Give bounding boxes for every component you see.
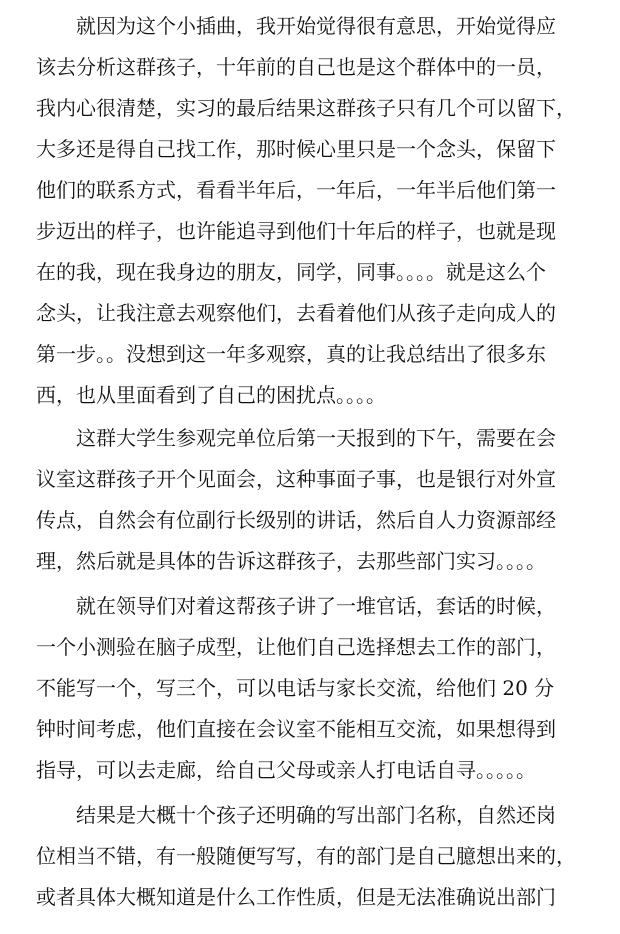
text-line: 位相当不错，有一般随便写写，有的部门是自己臆想出来的，: [36, 844, 576, 868]
text-line: 念头，让我注意去观察他们，去看着他们从孩子走向成人的: [36, 301, 556, 325]
text-line: 一个小测验在脑子成型，让他们自己选择想去工作的部门，: [36, 635, 556, 659]
text-line: 我内心很清楚，实习的最后结果这群孩子只有几个可以留下，: [36, 96, 576, 120]
text-line: 步迈出的样子，也许能追寻到他们十年后的样子，也就是现: [36, 219, 556, 243]
text-line: 就因为这个小插曲，我开始觉得很有意思，开始觉得应: [76, 14, 556, 38]
text-line: 议室这群孩子开个见面会，这种事面子事，也是银行对外宣: [36, 467, 556, 491]
text-line: 就在领导们对着这帮孩子讲了一堆官话，套话的时候，: [76, 594, 556, 618]
text-line: 不能写一个，写三个，可以电话与家长交流，给他们 20 分: [36, 676, 555, 700]
text-line: 这群大学生参观完单位后第一天报到的下午，需要在会: [76, 426, 556, 450]
text-line: 第一步。。没想到这一年多观察，真的让我总结出了很多东: [36, 342, 546, 366]
text-line: 他们的联系方式，看看半年后，一年后，一年半后他们第一: [36, 178, 556, 202]
text-line: 西，也从里面看到了自己的困扰点。。。。: [36, 383, 386, 407]
text-line: 结果是大概十个孩子还明确的写出部门名称，自然还岗: [76, 803, 556, 827]
text-line: 该去分析这群孩子，十年前的自己也是这个群体中的一员，: [36, 55, 556, 79]
text-line: 或者具体大概知道是什么工作性质，但是无法准确说出部门: [36, 885, 556, 909]
text-line: 指导，可以去走廊，给自己父母或亲人打电话自寻。。。。。: [36, 758, 536, 782]
text-line: 在的我，现在我身边的朋友，同学，同事。。。。就是这么个: [36, 260, 546, 284]
text-line: 理，然后就是具体的告诉这群孩子，去那些部门实习。。。。: [36, 549, 546, 573]
text-line: 钟时间考虑，他们直接在会议室不能相互交流，如果想得到: [36, 717, 556, 741]
text-line: 传点，自然会有位副行长级别的讲话，然后自人力资源部经: [36, 508, 556, 532]
text-line: 大多还是得自己找工作，那时候心里只是一个念头，保留下: [36, 137, 556, 161]
